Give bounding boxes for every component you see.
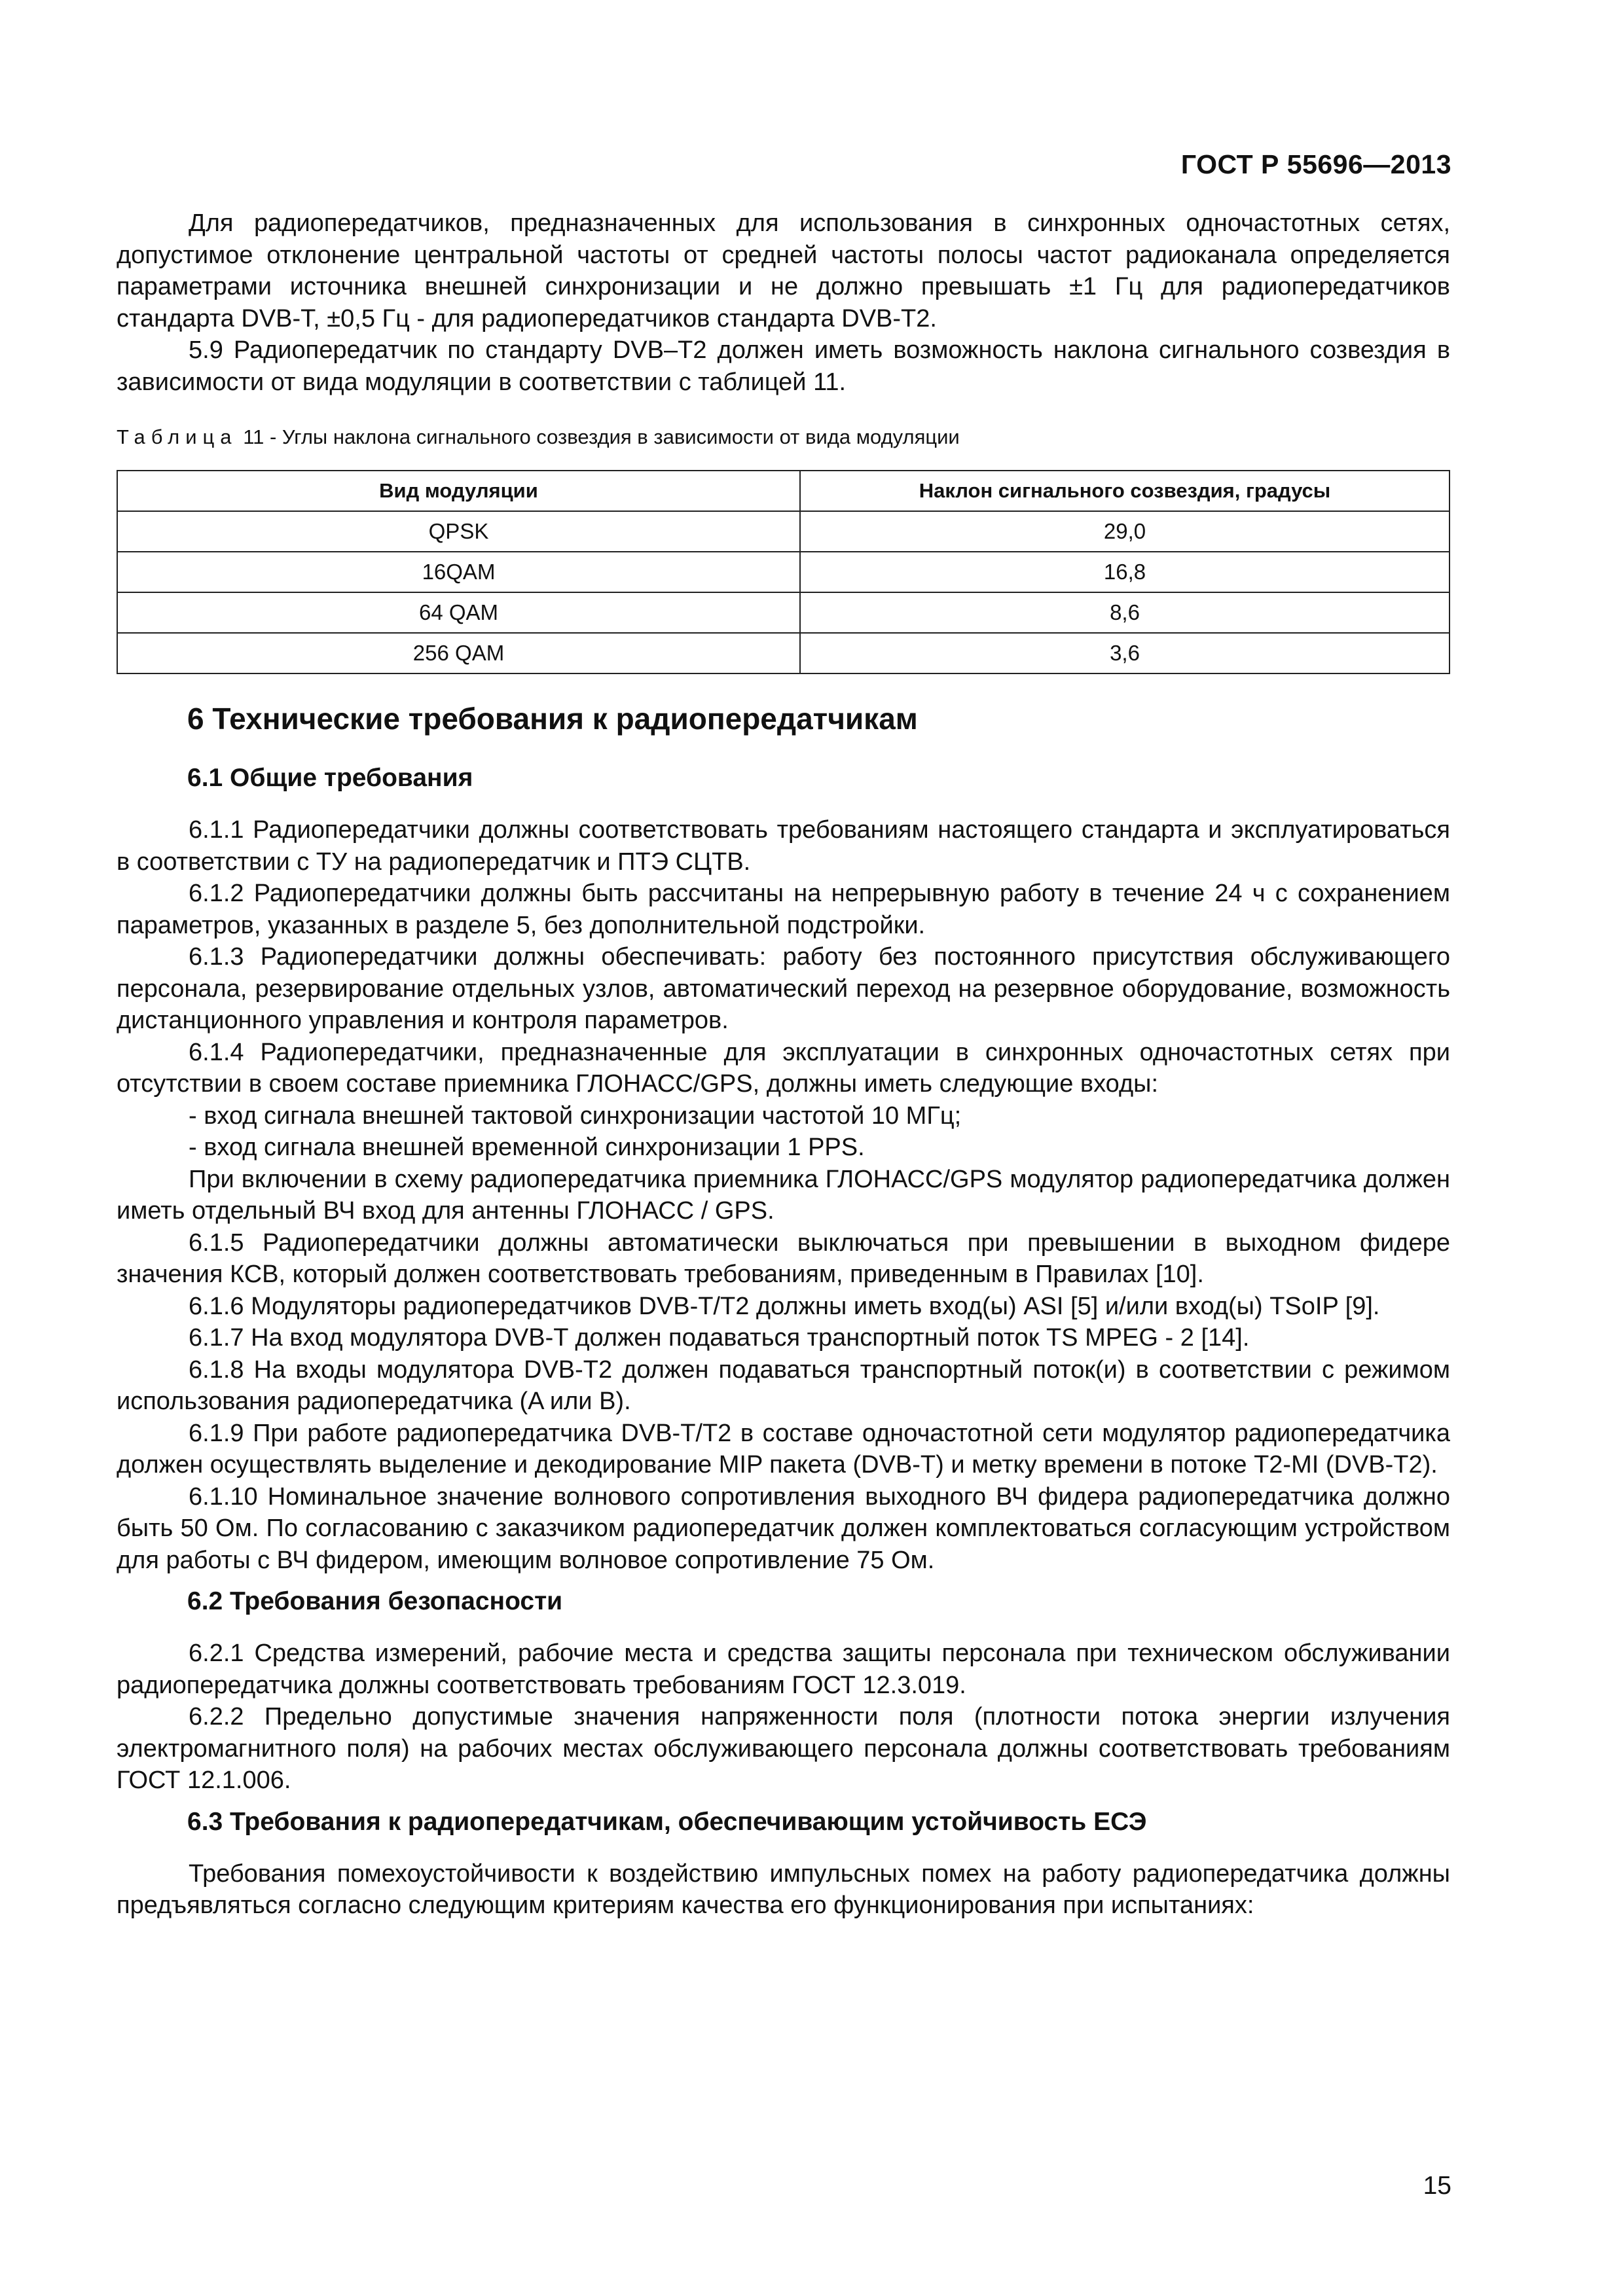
table-cell-tilt: 16,8 xyxy=(800,552,1450,592)
column-header-tilt: Наклон сигнального созвездия, градусы xyxy=(800,471,1450,511)
clause-5-9: 5.9 Радиопередатчик по стандарту DVB–T2 должен иметь возможность наклона сигнального созвездия в зависимости от вида модуляции в соответствии с таблицей 11. xyxy=(117,336,1450,396)
table-caption-word: Таблица xyxy=(117,425,238,448)
clause-6-1-2: 6.1.2 Радиопередатчики должны быть рассчитаны на непрерывную работу в течение 24 ч с сохранением параметров, указанных в разделе 5, без дополнительной подстройки. xyxy=(117,880,1450,939)
section-6-1-heading: 6.1 Общие требования xyxy=(187,764,473,792)
clause-6-1-6: 6.1.6 Модуляторы радиопередатчиков DVB-T/T2 должны иметь вход(ы) ASI [5] и/или вход(ы) TSoIP [9]. xyxy=(189,1292,1380,1320)
clause-6-2-1: 6.2.1 Средства измерений, рабочие места и средства защиты персонала при техническом обслуживании радиопередатчика должны соответствовать требованиям ГОСТ 12.3.019. xyxy=(117,1640,1450,1699)
clause-6-1-5: 6.1.5 Радиопередатчики должны автоматически выключаться при превышении в выходном фидере значения КСВ, который должен соответствовать требованиям, приведенным в Правилах [10]. xyxy=(117,1229,1450,1288)
table-cell-tilt: 29,0 xyxy=(800,511,1450,552)
table-cell-modulation: 64 QAM xyxy=(117,592,800,633)
column-header-modulation: Вид модуляции xyxy=(117,471,800,511)
page-content xyxy=(117,207,1450,1922)
clause-6-1-4: 6.1.4 Радиопередатчики, предназначенные для эксплуатации в синхронных одночастотных сетях при отсутствии в своем составе приемника ГЛОНАСС/GPS, должны иметь следующие входы: xyxy=(117,1038,1450,1098)
clause-6-3-intro: Требования помехоустойчивости к воздействию импульсных помех на работу радиопередатчика должны предъявляться согласно следующим критериям качества его функционирования при испытаниях: xyxy=(117,1859,1450,1919)
section-6-3-heading: 6.3 Требования к радиопередатчикам, обеспечивающим устойчивость ЕСЭ xyxy=(187,1807,1147,1836)
page-number: 15 xyxy=(1423,2172,1451,2200)
table-caption xyxy=(117,424,1450,450)
clause-6-2-2: 6.2.2 Предельно допустимые значения напряженности поля (плотности потока энергии излучения электромагнитного поля) на рабочих местах обслуживающего персонала должны соответствовать требованиям ГОСТ 12.1.006. xyxy=(117,1703,1450,1794)
clause-6-1-10: 6.1.10 Номинальное значение волнового сопротивления выходного ВЧ фидера радиопередатчика должно быть 50 Ом. По согласованию с заказчиком радиопередатчик должен комплектоваться согласующим устройством для работы с ВЧ фидером, имеющим волновое сопротивление 75 Ом. xyxy=(117,1482,1450,1574)
intro-paragraph: Для радиопередатчиков, предназначенных для использования в синхронных одночастотных сетях, допустимое отклонение центральной частоты от средней частоты полосы частот радиоканала определяется параметрами источника внешней синхронизации и не должно превышать ±1 Гц для радиопередатчиков стандарта DVB-T, ±0,5 Гц - для радиопередатчиков стандарта DVB-T2. xyxy=(117,209,1450,332)
section-6-2-heading: 6.2 Требования безопасности xyxy=(187,1587,563,1615)
clause-6-1-3: 6.1.3 Радиопередатчики должны обеспечивать: работу без постоянного присутствия обслуживающего персонала, резервирование отдельных узлов, автоматический переход на резервное оборудование, возможность дистанционного управления и контроля параметров. xyxy=(117,943,1450,1034)
table-row xyxy=(117,592,1450,633)
section-6-heading: 6 Технические требования к радиопередатчикам xyxy=(187,702,918,736)
table-caption-text: 11 - Углы наклона сигнального созвездия в зависимости от вида модуляции xyxy=(243,425,960,448)
table-cell-tilt: 3,6 xyxy=(800,633,1450,673)
table-row xyxy=(117,633,1450,673)
clause-6-1-4-note: При включении в схему радиопередатчика приемника ГЛОНАСС/GPS модулятор радиопередатчика должен иметь отдельный ВЧ вход для антенны ГЛОНАСС / GPS. xyxy=(117,1165,1450,1225)
table-cell-modulation: 16QAM xyxy=(117,552,800,592)
clause-6-1-7: 6.1.7 На вход модулятора DVB-T должен подаваться транспортный поток TS MPEG - 2 [14]. xyxy=(189,1324,1250,1352)
standard-code: ГОСТ Р 55696—2013 xyxy=(1180,149,1451,179)
table-row xyxy=(117,511,1450,552)
clause-6-1-8: 6.1.8 На входы модулятора DVB-T2 должен подаваться транспортный поток(и) в соответствии с режимом использования радиопередатчика (A или B). xyxy=(117,1355,1450,1415)
list-item: - вход сигнала внешней временной синхронизации 1 PPS. xyxy=(189,1134,865,1161)
table-header-row xyxy=(117,471,1450,511)
modulation-tilt-table xyxy=(117,470,1450,674)
list-item: - вход сигнала внешней тактовой синхронизации частотой 10 МГц; xyxy=(189,1102,962,1130)
table-cell-tilt: 8,6 xyxy=(800,592,1450,633)
table-cell-modulation: QPSK xyxy=(117,511,800,552)
clause-6-1-1: 6.1.1 Радиопередатчики должны соответствовать требованиям настоящего стандарта и эксплуатироваться в соответствии с ТУ на радиопередатчик и ПТЭ СЦТВ. xyxy=(117,816,1450,876)
table-row xyxy=(117,552,1450,592)
clause-6-1-9: 6.1.9 При работе радиопередатчика DVB-T/T2 в составе одночастотной сети модулятор радиопередатчика должен осуществлять выделение и декодирование MIP пакета (DVB-T) и метку времени в потоке T2-MI (DVB-T2). xyxy=(117,1419,1450,1479)
table-cell-modulation: 256 QAM xyxy=(117,633,800,673)
